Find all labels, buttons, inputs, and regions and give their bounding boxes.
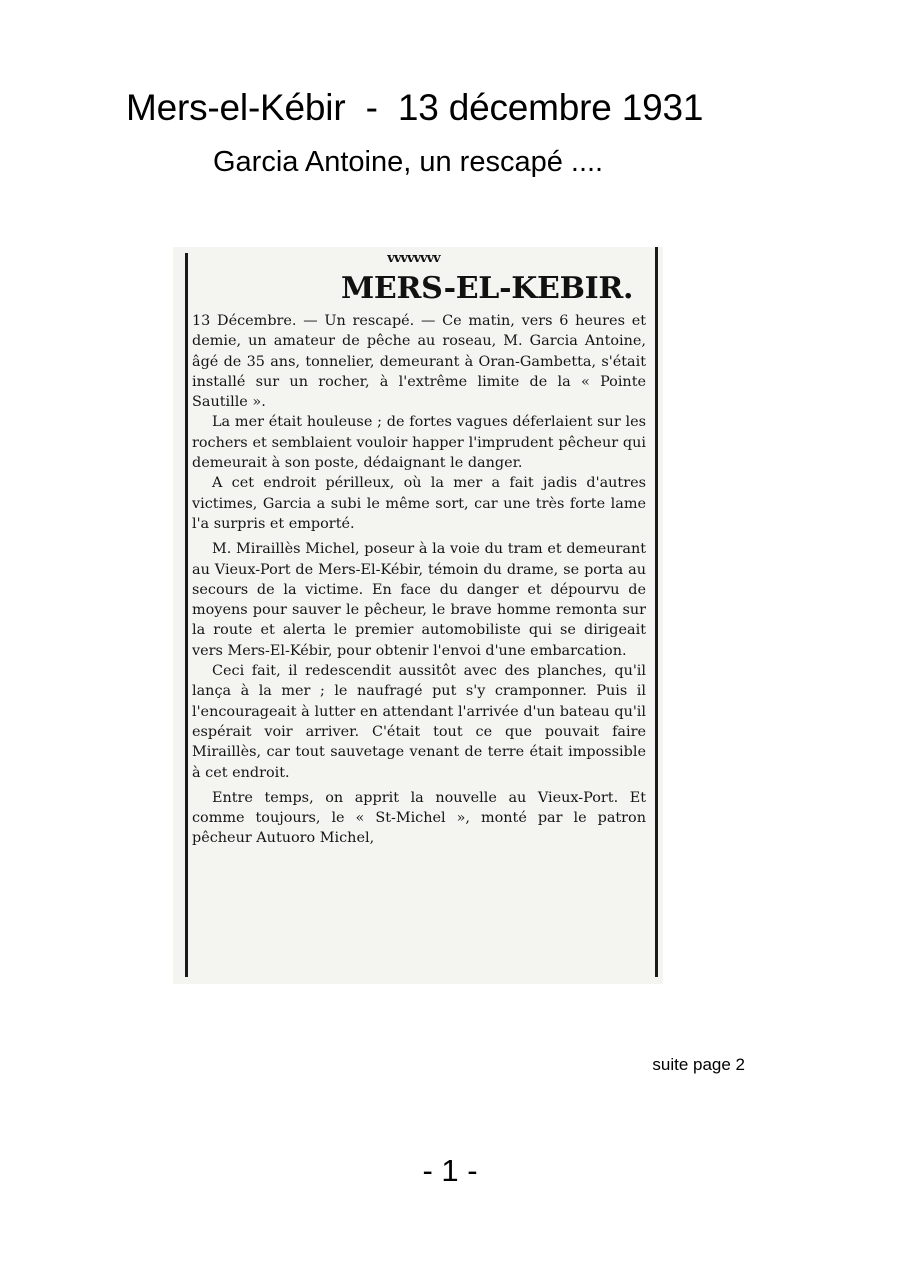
article-paragraph: Entre temps, on apprit la nouvelle au Vieux-Port. Et comme toujours, le « St-Michel », monté par le patron pêcheur Autuoro Michel, [192,789,646,847]
article-paragraph: Ceci fait, il redescendit aussitôt avec des planches, qu'il lança à la mer ; le naufragé put s'y cramponner. Puis il l'encourageait à lutter en attendant l'arrivée d'un bateau qu'il espérait voir arriver. C'était tout ce que pouvait faire Miraillès, car tout sauvetage venant de terre était impossible à cet endroit. [192,663,646,781]
clipping-headline: MERS-EL-KEBIR. [341,271,634,306]
article-paragraph: La mer était houleuse ; de fortes vagues déferlaient sur les rochers et semblaient vouloir happer l'imprudent pêcheur qui demeurait à son poste, dédaignant le danger. [192,414,646,472]
column-rule-left [185,253,188,977]
page-subtitle: Garcia Antoine, un rescapé .... [213,146,604,178]
headline-ornament: vvvvvvvv [387,251,440,266]
article-paragraph: 13 Décembre. — Un rescapé. — Ce matin, vers 6 heures et demie, un amateur de pêche au roseau, M. Garcia Antoine, âgé de 35 ans, tonnelier, demeurant à Oran-Gambetta, s'était installé sur un rocher, à l'extrême limite de la « Pointe Sautille ». [192,313,646,411]
article-paragraph: M. Miraillès Michel, poseur à la voie du tram et demeurant au Vieux-Port de Mers-El-Kébir, témoin du drame, se porta au secours de la victime. En face du danger et dépourvu de moyens pour sauver le pêcheur, le brave homme remonta sur la route et alerta le premier automobiliste qui se dirigeait vers Mers-El-Kébir, pour obtenir l'envoi d'une embarcation. [192,541,646,659]
page-number: - 1 - [422,1153,478,1188]
page-title: Mers-el-Kébir - 13 décembre 1931 [126,87,704,128]
article-paragraph: A cet endroit périlleux, où la mer a fait jadis d'autres victimes, Garcia a subi le même sort, car une très forte lame l'a surpris et emporté. [192,475,646,532]
article-body [192,311,646,849]
column-rule-right [655,247,658,977]
newspaper-clipping [173,247,663,984]
continuation-note: suite page 2 [652,1055,745,1074]
